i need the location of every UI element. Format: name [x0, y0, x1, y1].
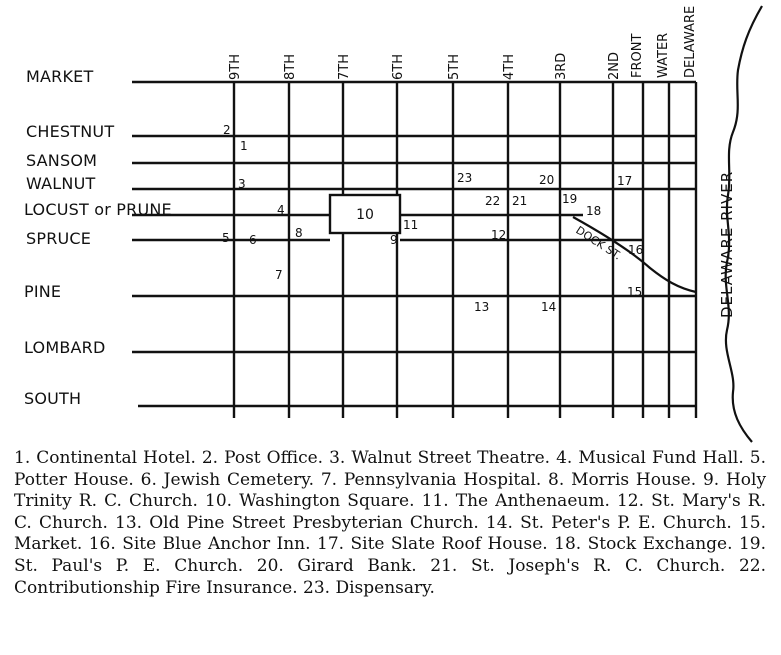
legend-item: 12. St. Mary's R. C. Church. — [14, 491, 767, 533]
street-label-2nd: 2ND — [607, 51, 622, 80]
marker-22: 22 — [485, 194, 501, 208]
legend-item: 3. Walnut Street Theatre. — [329, 448, 551, 468]
street-label-8th: 8TH — [283, 54, 298, 80]
street-label-sansom: SANSOM — [26, 151, 98, 170]
marker-5: 5 — [222, 231, 230, 245]
legend-item: 14. St. Peter's P. E. Church. — [485, 512, 732, 533]
legend-item: 20. Girard Bank. — [256, 555, 417, 576]
street-label-6th: 6TH — [391, 54, 406, 80]
street-label-delaware: DELAWARE — [683, 5, 698, 78]
marker-13: 13 — [474, 300, 490, 314]
legend-item: 11. The Anthenaeum. — [421, 491, 610, 512]
marker-6: 6 — [249, 233, 257, 247]
legend-item: 21. St. Joseph's R. C. Church. — [430, 555, 726, 576]
street-label-walnut: WALNUT — [26, 174, 96, 193]
marker-7: 7 — [275, 268, 283, 282]
marker-3: 3 — [238, 177, 246, 191]
marker-16: 16 — [628, 243, 644, 257]
street-label-3rd: 3RD — [554, 52, 569, 80]
marker-9: 9 — [390, 233, 398, 247]
legend-item: 7. Pennsylvania Hospital. — [320, 469, 542, 490]
street-label-market: MARKET — [26, 67, 94, 86]
marker-8: 8 — [295, 226, 303, 240]
horizontal-street-labels — [24, 67, 172, 408]
legend-item: 4. Musical Fund Hall. — [556, 448, 744, 468]
map-markers — [222, 123, 643, 314]
street-label-5th: 5TH — [447, 54, 462, 80]
legend-item: 2. Post Office. — [201, 448, 324, 468]
dock-street-label: DOCK ST. — [573, 223, 624, 263]
river-label: DELAWARE RIVER — [718, 170, 736, 318]
marker-12: 12 — [491, 228, 507, 242]
marker-15: 15 — [627, 285, 643, 299]
marker-11: 11 — [403, 218, 419, 232]
marker-4: 4 — [277, 203, 285, 217]
marker-19: 19 — [562, 192, 578, 206]
marker-21: 21 — [512, 194, 528, 208]
legend-item: 18. Stock Exchange. — [554, 534, 733, 555]
street-label-water: WATER — [656, 32, 671, 78]
legend-item: 23. Dispensary. — [303, 577, 435, 598]
legend-item: 10. Washington Square. — [205, 491, 415, 512]
legend-item: 19. St. Paul's P. E. Church. — [14, 534, 767, 576]
marker-2: 2 — [223, 123, 231, 137]
vertical-street-labels — [228, 6, 698, 80]
legend-item: 15. Market. — [14, 512, 767, 555]
legend-item: 1. Continental Hotel. — [14, 448, 196, 468]
legend-item: 6. Jewish Cemetery. — [140, 469, 315, 490]
street-label-4th: 4TH — [502, 54, 517, 80]
legend-item: 9. Holy Trinity R. C. Church. — [14, 469, 767, 512]
map-legend — [14, 448, 766, 599]
street-label-spruce: SPRUCE — [26, 229, 92, 248]
legend-item: 22. Contributionship Fire Insurance. — [14, 555, 767, 598]
street-label-locust: LOCUST or PRUNE — [24, 200, 172, 219]
street-label-7th: 7TH — [337, 54, 352, 80]
street-label-south: SOUTH — [24, 389, 82, 408]
street-label-chestnut: CHESTNUT — [26, 122, 115, 141]
street-label-lombard: LOMBARD — [24, 338, 106, 357]
street-label-front: FRONT — [630, 33, 645, 78]
legend-item: 17. Site Slate Roof House. — [317, 534, 548, 555]
street-label-pine: PINE — [24, 282, 62, 301]
marker-23: 23 — [457, 171, 473, 185]
marker-14: 14 — [541, 300, 557, 314]
marker-17: 17 — [617, 174, 633, 188]
marker-1: 1 — [240, 139, 248, 153]
legend-item: 16. Site Blue Anchor Inn. — [88, 534, 311, 555]
marker-18: 18 — [586, 204, 602, 218]
legend-item: 13. Old Pine Street Presbyterian Church. — [115, 512, 479, 533]
marker-20: 20 — [539, 173, 555, 187]
street-label-9th: 9TH — [228, 54, 243, 80]
legend-item: 8. Morris House. — [548, 469, 697, 490]
legend-item: 5. Potter House. — [14, 448, 767, 490]
square-label: 10 — [356, 207, 374, 223]
